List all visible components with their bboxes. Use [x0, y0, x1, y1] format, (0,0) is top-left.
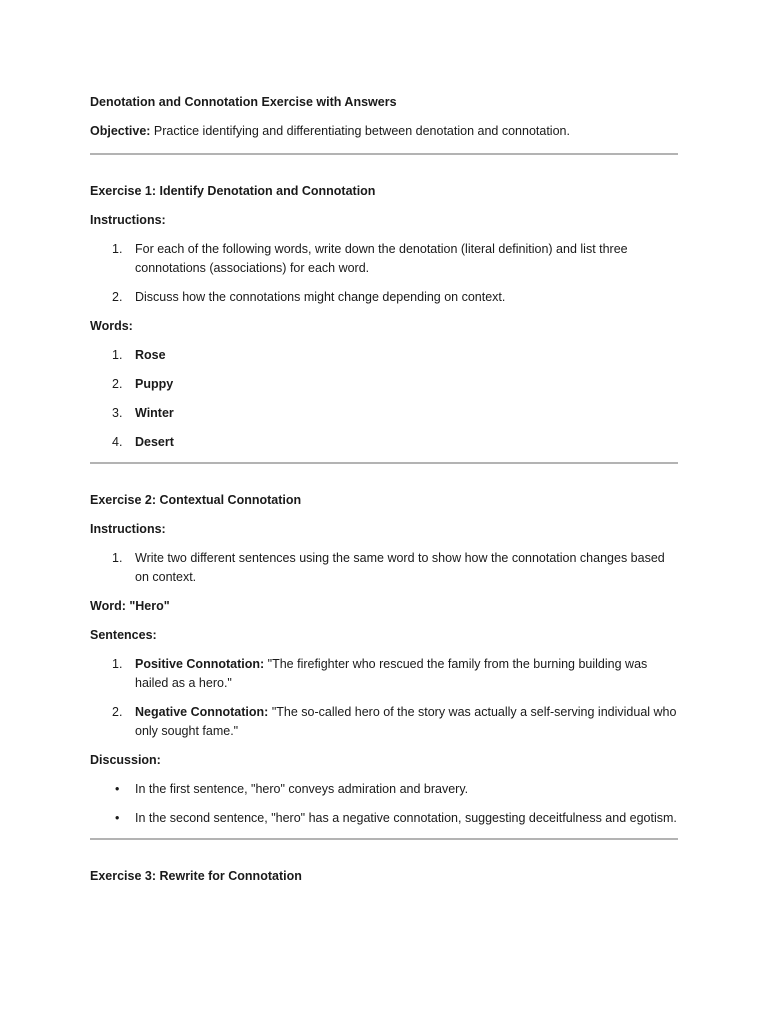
exercise-2-heading: Exercise 2: Contextual Connotation	[90, 493, 302, 507]
sentence-label: Negative Connotation:	[135, 705, 269, 719]
list-item	[90, 809, 678, 828]
list-number: 1.	[112, 657, 123, 671]
list-number: 4.	[112, 435, 123, 449]
document-page	[90, 93, 678, 896]
objective	[90, 122, 678, 141]
words-list	[90, 346, 678, 452]
list-item	[90, 288, 678, 307]
list-item-text: For each of the following words, write down the denotation (literal definition) and list three connotations (associations) for each word.	[135, 242, 628, 275]
list-item	[90, 346, 678, 365]
sentence-text: "The so-called hero of the story was actually a self-serving individual who only sought fame."	[135, 705, 677, 738]
objective-label: Objective:	[90, 124, 151, 138]
list-number: 2.	[112, 705, 123, 719]
divider	[90, 153, 678, 155]
list-item-text: Write two different sentences using the same word to show how the connotation changes based on context.	[135, 551, 665, 584]
list-item	[90, 404, 678, 423]
sentences-label: Sentences:	[90, 628, 157, 642]
list-number: 1.	[112, 242, 123, 256]
list-number: 1.	[112, 551, 123, 565]
document-title: Denotation and Connotation Exercise with Answers	[90, 95, 397, 109]
list-item	[90, 703, 678, 741]
discussion-list	[90, 780, 678, 828]
bullet-marker: •	[115, 782, 120, 796]
list-item	[90, 433, 678, 452]
list-item-text: Discuss how the connotations might change depending on context.	[135, 290, 506, 304]
exercise-3-heading: Exercise 3: Rewrite for Connotation	[90, 869, 302, 883]
sentence-text: "The firefighter who rescued the family from the burning building was hailed as a hero."	[135, 657, 648, 690]
list-item	[90, 780, 678, 799]
exercise-1-instructions-list	[90, 240, 678, 307]
list-number: 2.	[112, 377, 123, 391]
exercise-2-instructions-label: Instructions:	[90, 522, 166, 536]
list-number: 3.	[112, 406, 123, 420]
word-hero-label: Word: "Hero"	[90, 599, 170, 613]
discussion-label: Discussion:	[90, 753, 161, 767]
divider	[90, 462, 678, 464]
sentence-label: Positive Connotation:	[135, 657, 265, 671]
sentences-list	[90, 655, 678, 741]
list-item	[90, 655, 678, 693]
exercise-2-instructions-list	[90, 549, 678, 587]
objective-text: Practice identifying and differentiating between denotation and connotation.	[150, 124, 570, 138]
list-item	[90, 549, 678, 587]
list-item-text: In the first sentence, "hero" conveys admiration and bravery.	[135, 782, 469, 796]
list-item	[90, 240, 678, 278]
words-label: Words:	[90, 319, 133, 333]
word-item: Winter	[135, 406, 174, 420]
exercise-1-heading: Exercise 1: Identify Denotation and Connotation	[90, 184, 376, 198]
word-item: Desert	[135, 435, 174, 449]
list-item-text: In the second sentence, "hero" has a negative connotation, suggesting deceitfulness and egotism.	[135, 811, 677, 825]
list-item	[90, 375, 678, 394]
word-item: Puppy	[135, 377, 174, 391]
list-number: 1.	[112, 348, 123, 362]
word-item: Rose	[135, 348, 166, 362]
list-number: 2.	[112, 290, 123, 304]
exercise-1-instructions-label: Instructions:	[90, 213, 166, 227]
bullet-marker: •	[115, 811, 120, 825]
divider	[90, 838, 678, 840]
